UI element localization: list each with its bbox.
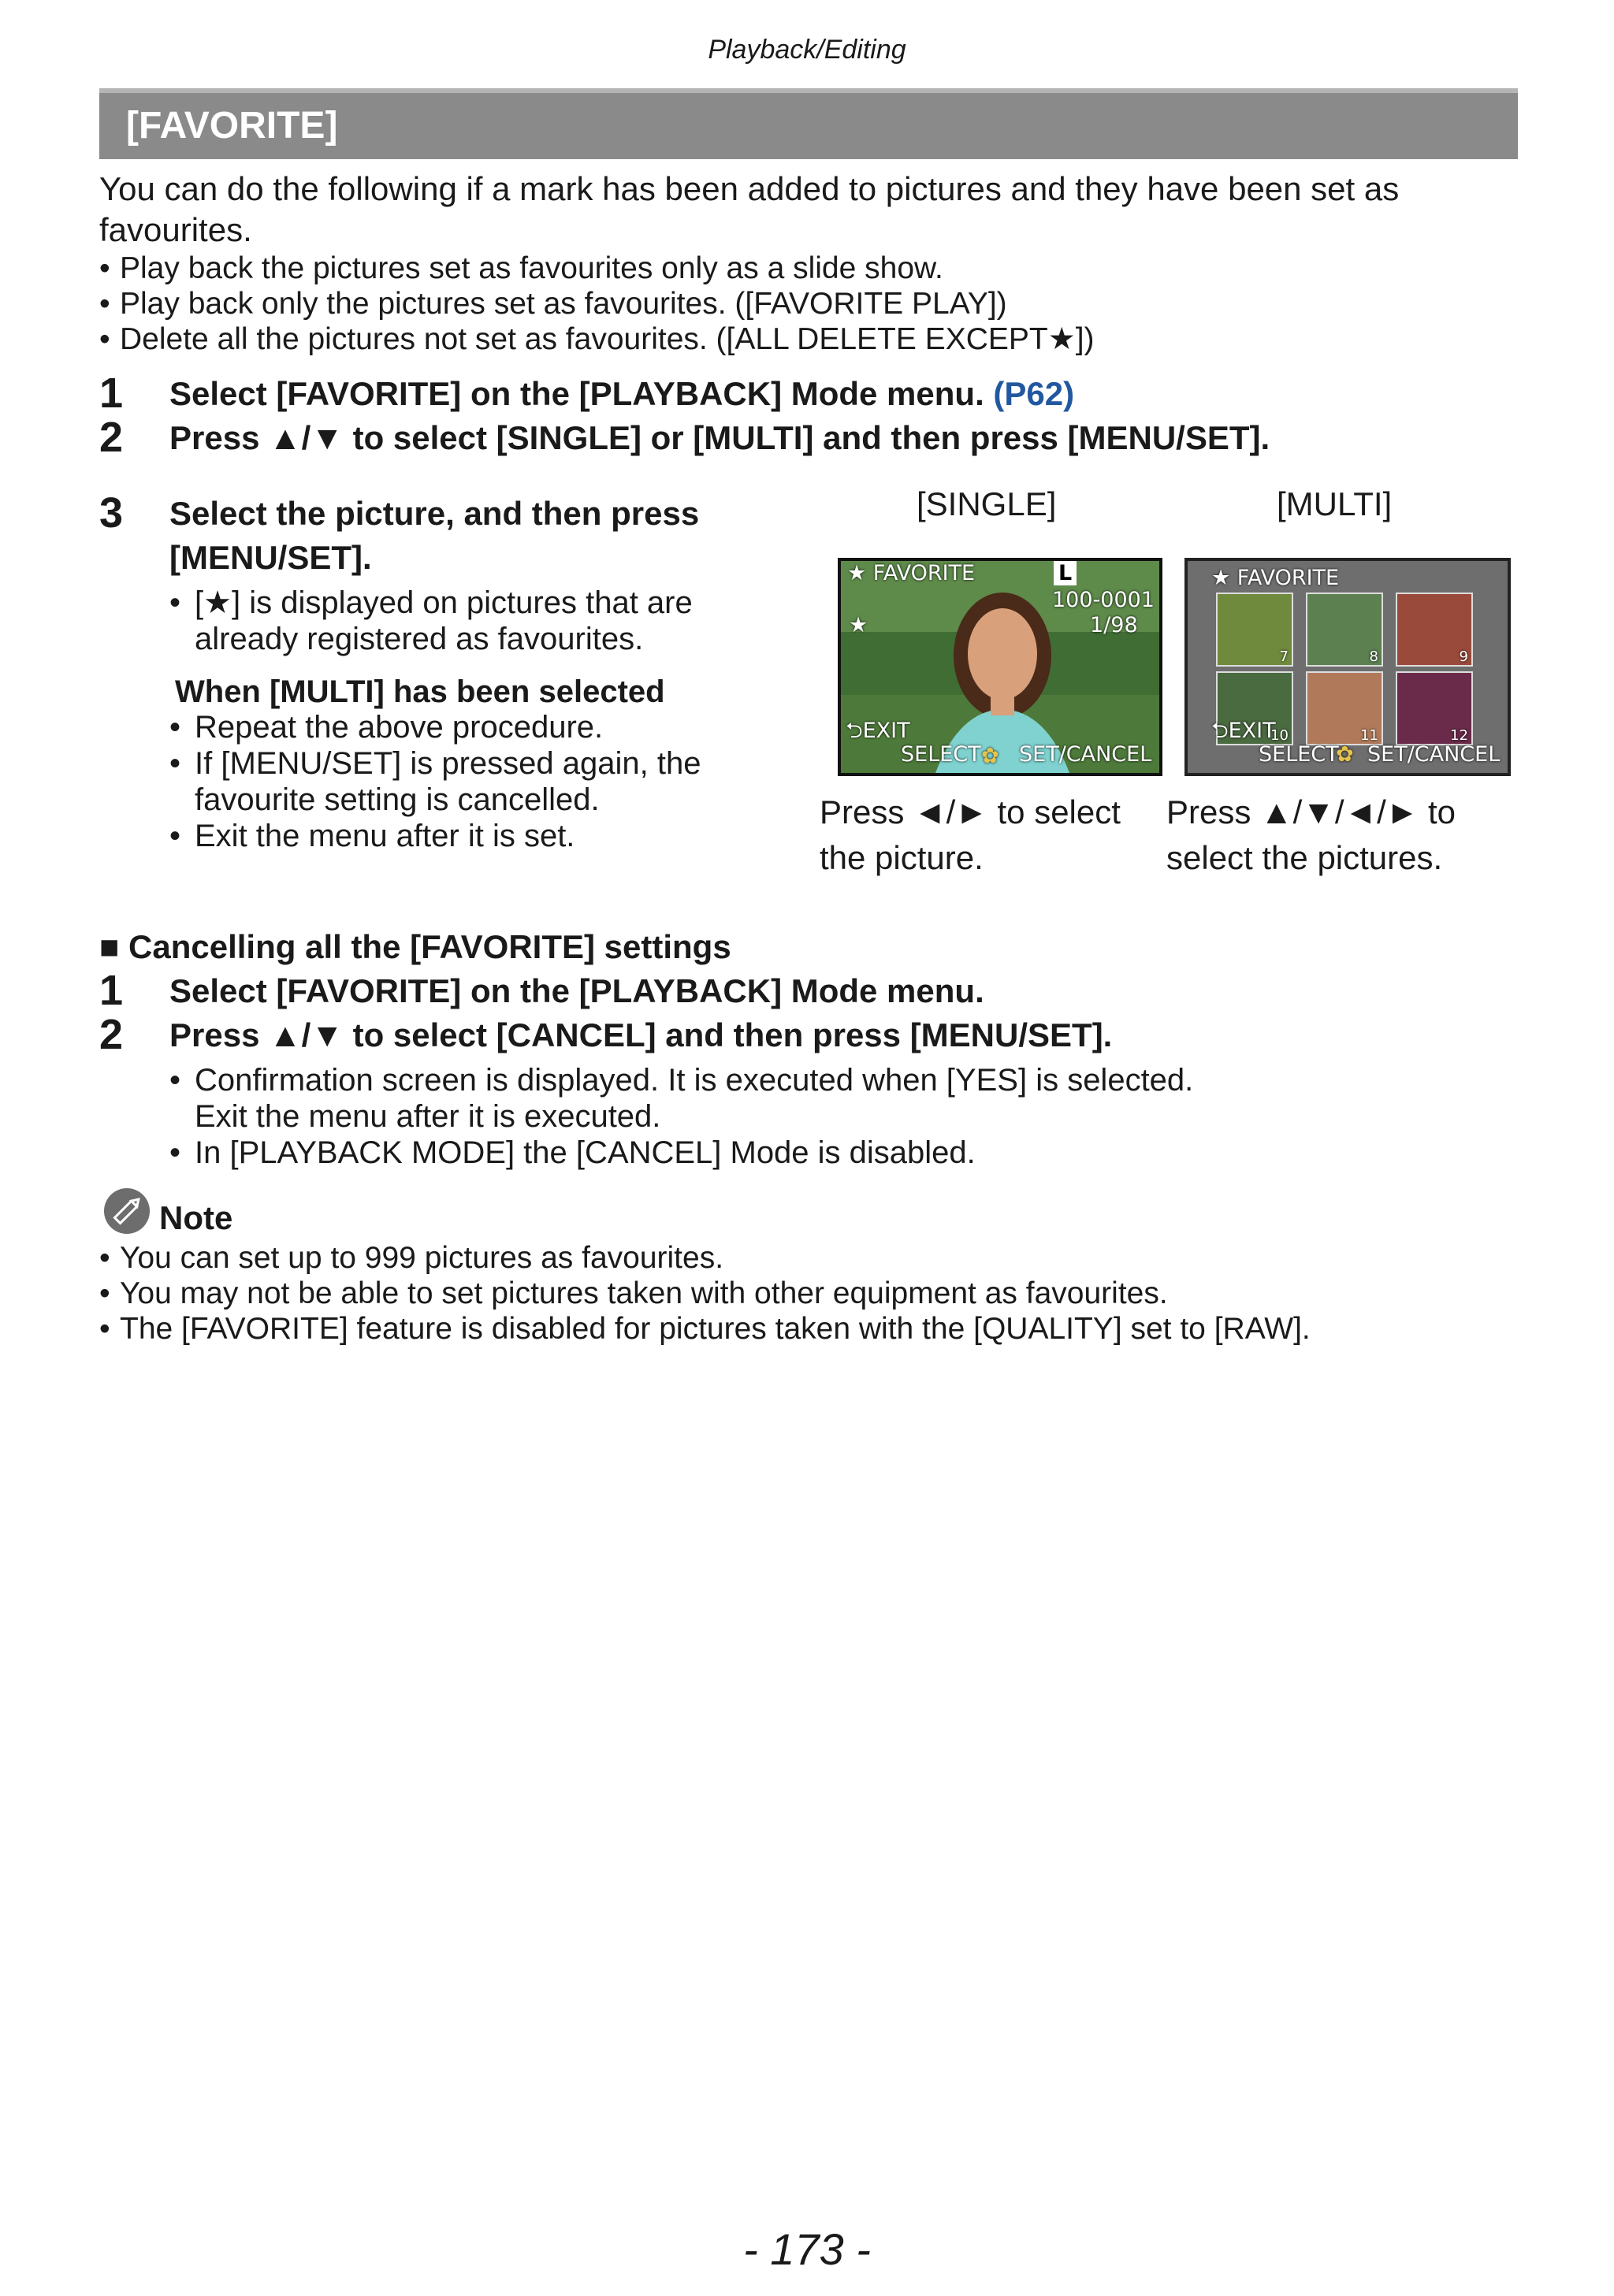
picture-count: 1/98: [1090, 613, 1138, 637]
favorite-title: ★ FAVORITE: [847, 561, 976, 585]
list-item: • Repeat the above procedure.: [169, 709, 768, 745]
step-number: 2: [99, 414, 124, 461]
note-bullet: • You can set up to 999 pictures as favourites.: [99, 1240, 1518, 1276]
note-heading: Note: [159, 1199, 233, 1236]
list-item: • In [PLAYBACK MODE] the [CANCEL] Mode is disabled.: [169, 1135, 1509, 1171]
multi-favorite-screen: [1184, 558, 1511, 776]
thumbnail: 7: [1216, 593, 1293, 667]
step-3-bullets: [169, 585, 768, 657]
thumbnail: 12: [1396, 671, 1473, 745]
multi-bullets: [169, 709, 768, 854]
step-3-text-line1: Select the picture, and then press: [169, 495, 700, 532]
select-hint: SELECT: [1259, 742, 1339, 767]
step-3-text-line2: [MENU/SET].: [169, 539, 372, 576]
cancel-step-1-text: Select [FAVORITE] on the [PLAYBACK] Mode menu.: [169, 972, 984, 1009]
note-bullet: • You may not be able to set pictures taken with other equipment as favourites.: [99, 1276, 1518, 1311]
cancel-heading: ■ Cancelling all the [FAVORITE] settings: [99, 928, 731, 965]
intro-bullet: • Play back the pictures set as favourites only as a slide show.: [99, 251, 1518, 286]
exit-hint: ⮌EXIT: [1211, 719, 1276, 743]
section-title-bar: [99, 88, 1518, 159]
select-hint: SELECT: [901, 742, 981, 767]
thumbnail: 8: [1306, 593, 1383, 667]
cancel-step-2-text: Press ▲/▼ to select [CANCEL] and then press [MENU/SET].: [169, 1016, 1113, 1053]
list-item: • Exit the menu after it is set.: [169, 818, 768, 854]
note-bullet-list: [99, 1240, 1518, 1347]
set-cancel-hint: SET/CANCEL: [1019, 742, 1152, 767]
file-number: 100-0001: [1052, 588, 1155, 612]
intro-bullet: • Delete all the pictures not set as favourites. ([ALL DELETE EXCEPT★]): [99, 321, 1518, 357]
intro-bullet: • Play back only the pictures set as favourites. ([FAVORITE PLAY]): [99, 286, 1518, 321]
thumbnail: 10: [1216, 671, 1293, 745]
step-number: 1: [99, 967, 124, 1014]
list-item: • If [MENU/SET] is pressed again, the favourite setting is cancelled.: [169, 745, 768, 818]
favorite-title: ★ FAVORITE: [1211, 566, 1340, 590]
page-number: - 173 -: [743, 2224, 871, 2274]
set-cancel-hint: SET/CANCEL: [1367, 742, 1501, 767]
dial-icon: ✿: [1336, 742, 1354, 767]
multi-heading: When [MULTI] has been selected: [175, 674, 665, 709]
multi-caption: Press ▲/▼/◄/► to select the pictures.: [1166, 793, 1456, 876]
running-head: Playback/Editing: [708, 35, 906, 65]
step-text: [169, 372, 1074, 416]
exit-hint: ⮌EXIT: [846, 719, 910, 743]
step-number: 2: [99, 1011, 124, 1058]
list-item: • Confirmation screen is displayed. It is executed when [YES] is selected. Exit the menu after it is executed.: [169, 1062, 1509, 1135]
single-label: [SINGLE]: [917, 485, 1057, 522]
step-2-text: Press ▲/▼ to select [SINGLE] or [MULTI] and then press [MENU/SET].: [169, 419, 1270, 456]
step-number: 3: [99, 489, 124, 537]
step-number: 1: [99, 370, 124, 417]
intro-paragraph: You can do the following if a mark has been added to pictures and they have been set as favourites.: [99, 170, 1400, 248]
single-favorite-screen: [838, 558, 1162, 776]
page-reference-link[interactable]: (P62): [993, 375, 1075, 412]
multi-label: [MULTI]: [1277, 485, 1393, 522]
step-1-text: Select [FAVORITE] on the [PLAYBACK] Mode menu.: [169, 375, 984, 412]
list-item: • [★] is displayed on pictures that are already registered as favourites.: [169, 585, 768, 657]
dial-icon: ✿: [981, 744, 999, 768]
thumbnail: 9: [1396, 593, 1473, 667]
pencil-note-icon: [104, 1188, 150, 1234]
note-bullet: • The [FAVORITE] feature is disabled for pictures taken with the [QUALITY] set to [RAW].: [99, 1311, 1518, 1347]
favorite-star-icon: ★: [849, 613, 868, 637]
cancel-bullets: [169, 1062, 1509, 1171]
thumbnail: 11: [1306, 671, 1383, 745]
picture-size-badge: L: [1054, 561, 1077, 585]
single-caption: Press ◄/► to select the picture.: [820, 793, 1121, 876]
intro-bullet-list: [99, 251, 1518, 357]
section-title: [FAVORITE]: [126, 105, 338, 147]
